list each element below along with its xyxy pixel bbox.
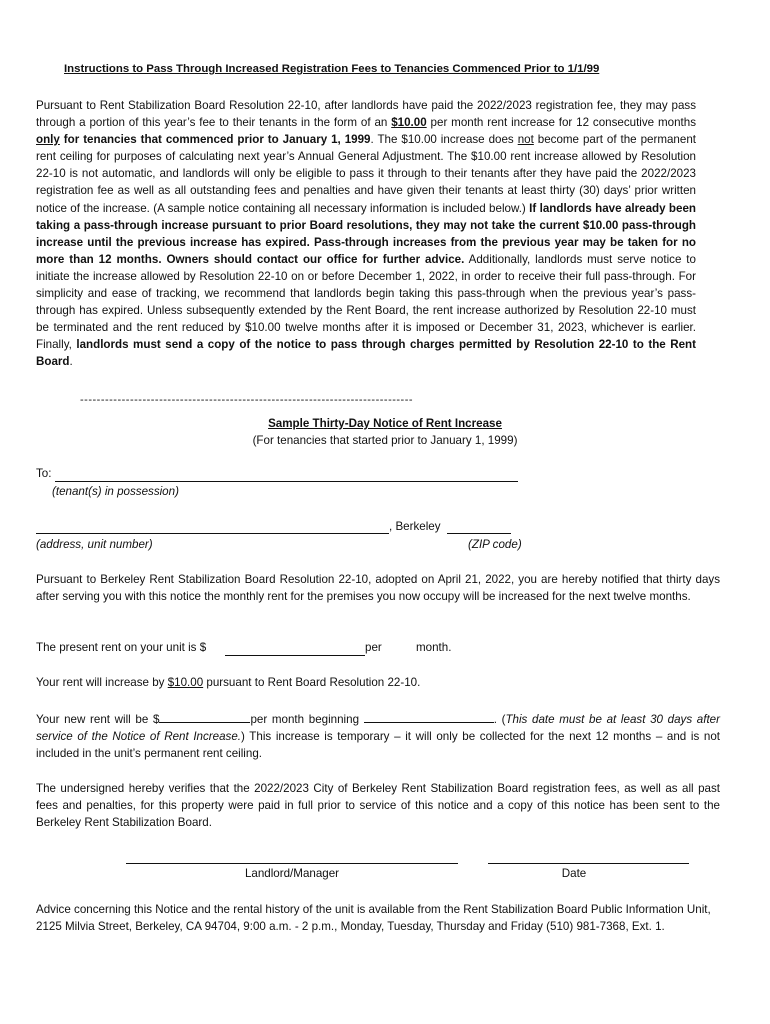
date-caption: Date [561,867,587,880]
bold-segment: landlords must send a copy of the notice to pass through charges permitted by Resolution 22-10 to the Rent Board [36,338,696,369]
tenant-caption: (tenant(s) in possession) [52,485,179,498]
sample-notice-title: Sample Thirty-Day Notice of Rent Increase [268,417,502,430]
address-caption: (address, unit number) [36,538,153,551]
tenant-name-line [55,481,518,482]
begin-date-blank [364,711,494,723]
text-segment: . ( [493,713,506,726]
text-segment: Additionally, landlords must serve notice to initiate the increase allowed by Resolution 22-10 on or before December 1, 2022, in order to receive their full pass-through. For simplicity and ease of tracking, we recommend that landlords begin taking this pass-through when the previous year’s pass-through has expired. Unless subsequently extended by the Rent Board, the rent increase authorized by Resolution 22-10 must be terminated and the rent reduced by $10.00 twelve months after it is imposed or December 31, 2023, whichever is earlier. Finally, [36,252,696,352]
month-label: month. [416,641,452,654]
only-text: only [36,133,60,147]
zip-caption: (ZIP code) [468,538,522,551]
new-rent-blank [159,711,250,723]
zip-line [447,533,511,534]
document-title: Instructions to Pass Through Increased Registration Fees to Tenancies Commenced Prior to 1/1/99 [64,63,600,75]
text-segment: Your new rent will be $ [36,713,160,726]
increase-line-text [36,676,420,689]
per-label: per [365,641,382,654]
italic-note: This date must be at least 30 days after service of the Notice of Rent Increase. [36,713,720,744]
landlord-signature-line [126,863,458,864]
text-segment: . The $10.00 increase does [370,133,518,147]
text-segment: Your rent will increase by [36,676,168,689]
separator-line: -------------------------------------------------------------------------------- [80,394,414,406]
text-segment: become part of the permanent rent ceiling for purposes of calculating next year’s Annual General Adjustment. The $10.00 rent increase allowed by Resolution 22-10 is not automatic, and landlords will only be eligible to pass it through to their tenants after they have paid the 2022/2023 registration fee as well as all outstanding fees and penalties and have given their tenants at least thirty (30) days’ prior written notice of the increase. (A sample notice containing all necessary information is included below.) [36,133,696,215]
sample-notice-subtitle: (For tenancies that started prior to January 1, 1999) [252,434,518,447]
advice-paragraph: Advice concerning this Notice and the rental history of the unit is available from the Rent Stabilization Board Public Information Unit, 2125 Milvia Street, Berkeley, CA 94704, 9:00 a.m. - 2 p.m., Monday, Tuesday, Thursday and Friday (510) 981-7368, Ext. 1. [36,903,711,934]
text-segment: Pursuant to Rent Stabilization Board Resolution 22-10, after landlords have paid the 2022/2023 registration fee, they may pass through a portion of this year’s fee to their tenants in the form of an [36,99,696,130]
date-signature-line [488,863,689,864]
to-label: To: [36,467,52,480]
berkeley-label: , Berkeley [389,520,441,533]
verification-paragraph: The undersigned hereby verifies that the 2022/2023 City of Berkeley Rent Stabilization Board registration fees, as well as all past fees and penalties, for this property were paid in full prior to service of this notice and a copy of this notice has been sent to the Berkeley Rent Stabilization Board. [36,782,720,830]
amount-text: $10.00 [391,116,427,130]
not-text: not [517,133,534,147]
landlord-caption: Landlord/Manager [244,867,340,880]
notice-paragraph: Pursuant to Berkeley Rent Stabilization Board Resolution 22-10, adopted on April 21, 2022, you are hereby notified that thirty days after serving you with this notice the monthly rent for the premises you now occupy will be increased for the next twelve months. [36,573,720,604]
bold-segment: for tenancies that commenced prior to January 1, 1999 [59,133,371,147]
present-rent-label: The present rent on your unit is $ [36,641,207,654]
address-line [36,533,389,534]
text-segment: per month beginning [250,713,364,726]
bold-segment: If landlords have already been taking a pass-through increase pursuant to prior Board resolutions, they may not take the current $10.00 pass-through increase until the previous increase has expired. Pass-through increases from the previous year may be taken for no more than 12 months. Owners should contact our office for further advice. [36,201,696,266]
text-segment: . [69,355,73,369]
text-segment: per month rent increase for 12 consecutive months [426,116,697,130]
increase-amount: $10.00 [167,676,204,689]
present-rent-line [225,655,365,656]
new-rent-paragraph [36,711,720,762]
text-segment: pursuant to Rent Board Resolution 22-10. [203,676,421,689]
instructions-paragraph [36,97,696,371]
text-segment: ) This increase is temporary – it will only be collected for the next 12 months – and is not included in the unit’s permanent rent ceiling. [36,730,720,761]
